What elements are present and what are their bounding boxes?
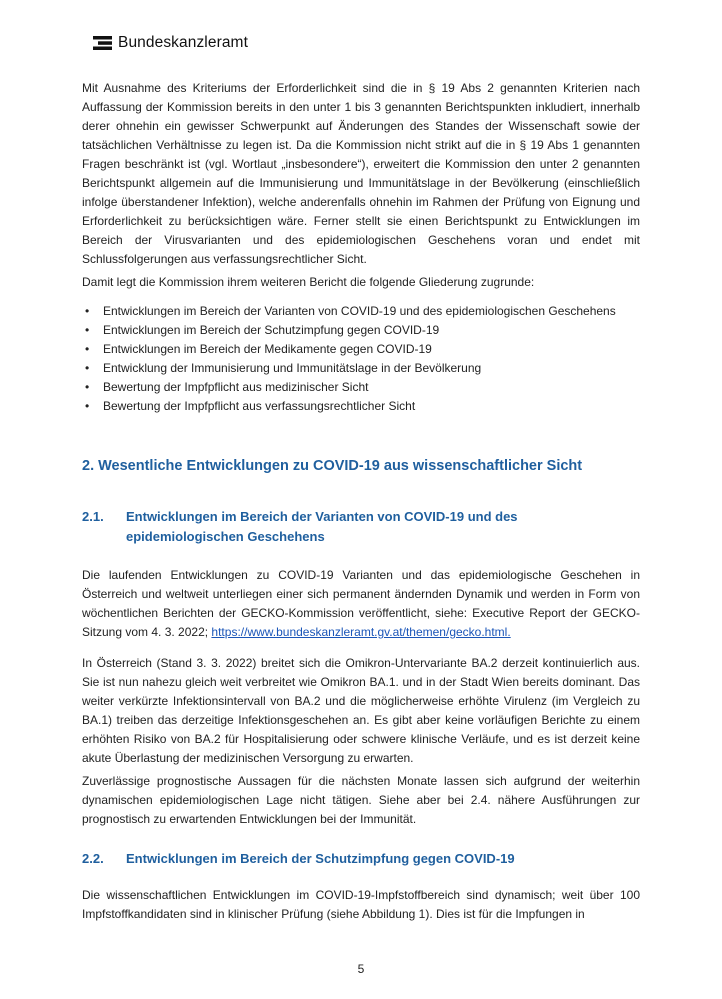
org-name: Bundeskanzleramt [118,34,248,51]
paragraph: Die wissenschaftlichen Entwicklungen im COVID-19-Impfstoffbereich sind dynamisch; weit über 100 Impfstoffkandidaten sind in klinischer Prüfung (siehe Abbildung 1). Dies ist für die Impfungen in [82,888,640,921]
bullet-icon: • [85,361,90,375]
list-item [82,340,640,359]
paragraph: In Österreich (Stand 3. 3. 2022) breitet sich die Omikron-Untervariante BA.2 derzeit kontinuierlich aus. Sie ist nun nahezu gleich weit verbreitet wie Omikron BA.1. und in der Stadt Wien bereits dominant. Das weiter verkürzte Infektionsintervall von BA.2 und die möglicherweise erhöhte Virulenz (im Vergleich zu BA.1) treiben das derzeitige Infektionsgeschehen an. Es gibt aber keine vorläufigen Berichte zu einem erhöhten Risiko von BA.2 für Hospitalisierung oder schwere klinische Verläufe, und es ist derzeit keine akute Überlastung der medizinischen Versorgung zu erwarten. [82,656,640,765]
bullet-icon: • [85,323,90,337]
paragraph [82,566,640,642]
list-item [82,378,640,397]
gecko-link[interactable]: https://www.bundeskanzleramt.gv.at/themen/gecko.html. [211,625,511,639]
subsection-number: 2.1. [82,509,104,524]
subsection-number: 2.2. [82,851,104,866]
paragraph: Damit legt die Kommission ihrem weiteren Bericht die folgende Gliederung zugrunde: [82,275,535,289]
bullet-icon: • [85,380,90,394]
list-item-text: Entwicklung der Immunisierung und Immunitätslage in der Bevölkerung [103,361,482,375]
list-item [82,397,640,416]
paragraph-text: Die laufenden Entwicklungen zu COVID-19 Varianten und das epidemiologische Geschehen in Österreich und weltweit unterliegen einer sich permanent ändernden Dynamik und werden in Form von wöchentlichen Berichten der GECKO-Kommission veröffentlicht, siehe: Executive Report der GECKO-Sitzung vom 4. 3. 2022; [82,568,640,639]
list-item-text: Entwicklungen im Bereich der Medikamente gegen COVID-19 [103,342,432,356]
outline-list [82,302,640,416]
section-heading: 2. Wesentliche Entwicklungen zu COVID-19 aus wissenschaftlicher Sicht [82,458,583,474]
subsection-heading [82,507,582,547]
list-item [82,321,640,340]
subsection-title: Entwicklungen im Bereich der Varianten von COVID-19 und des epidemiologischen Geschehens [126,509,518,544]
paragraph: Mit Ausnahme des Kriteriums der Erforderlichkeit sind die in § 19 Abs 2 genannten Kriterien nach Auffassung der Kommission bereits in den unter 1 bis 3 genannten Berichtspunkten inkludiert, innerhalb derer ohnehin ein gewisser Schwerpunkt auf Änderungen des Standes der Wissenschaft sowie der tatsächlichen Verhältnisse zu legen ist. Da die Kommission nicht strikt auf die in § 19 Abs 1 genannten Fragen beschränkt ist (vgl. Wortlaut „insbesondere“), erweitert die Kommission den unter 2 genannten Berichtspunkt allgemein auf die Immunisierung und Immunitätslage in der Bevölkerung (einschließlich infolge überstandener Infektion), welche anderenfalls ohnehin im Rahmen der Prüfung von Eignung und Erforderlichkeit zu berücksichtigen wäre. Ferner stellt sie einen Berichtspunkt zu Entwicklungen im Bereich der Virusvarianten und des epidemiologischen Geschehens voran und endet mit Schlussfolgerungen aus verfassungsrechtlicher Sicht. [82,81,640,266]
list-item-text: Bewertung der Impfpflicht aus medizinischer Sicht [103,380,369,394]
list-item-text: Entwicklungen im Bereich der Schutzimpfung gegen COVID-19 [103,323,440,337]
list-item [82,359,640,378]
page-number: 5 [357,962,365,976]
bullet-icon: • [85,342,90,356]
austria-logo-icon [92,34,114,52]
paragraph: Zuverlässige prognostische Aussagen für die nächsten Monate lassen sich aufgrund der weiterhin dynamischen epidemiologischen Lage nicht tätigen. Siehe aber bei 2.4. nähere Ausführungen zur prognostisch zu erwartenden Entwicklungen bei der Immunität. [82,774,640,826]
bullet-icon: • [85,304,90,318]
list-item-text: Entwicklungen im Bereich der Varianten von COVID-19 und des epidemiologischen Geschehens [103,304,616,318]
subsection-title: Entwicklungen im Bereich der Schutzimpfung gegen COVID-19 [126,851,515,866]
list-item-text: Bewertung der Impfpflicht aus verfassungsrechtlicher Sicht [103,399,416,413]
list-item [82,302,640,321]
bullet-icon: • [85,399,90,413]
subsection-heading [82,849,515,869]
